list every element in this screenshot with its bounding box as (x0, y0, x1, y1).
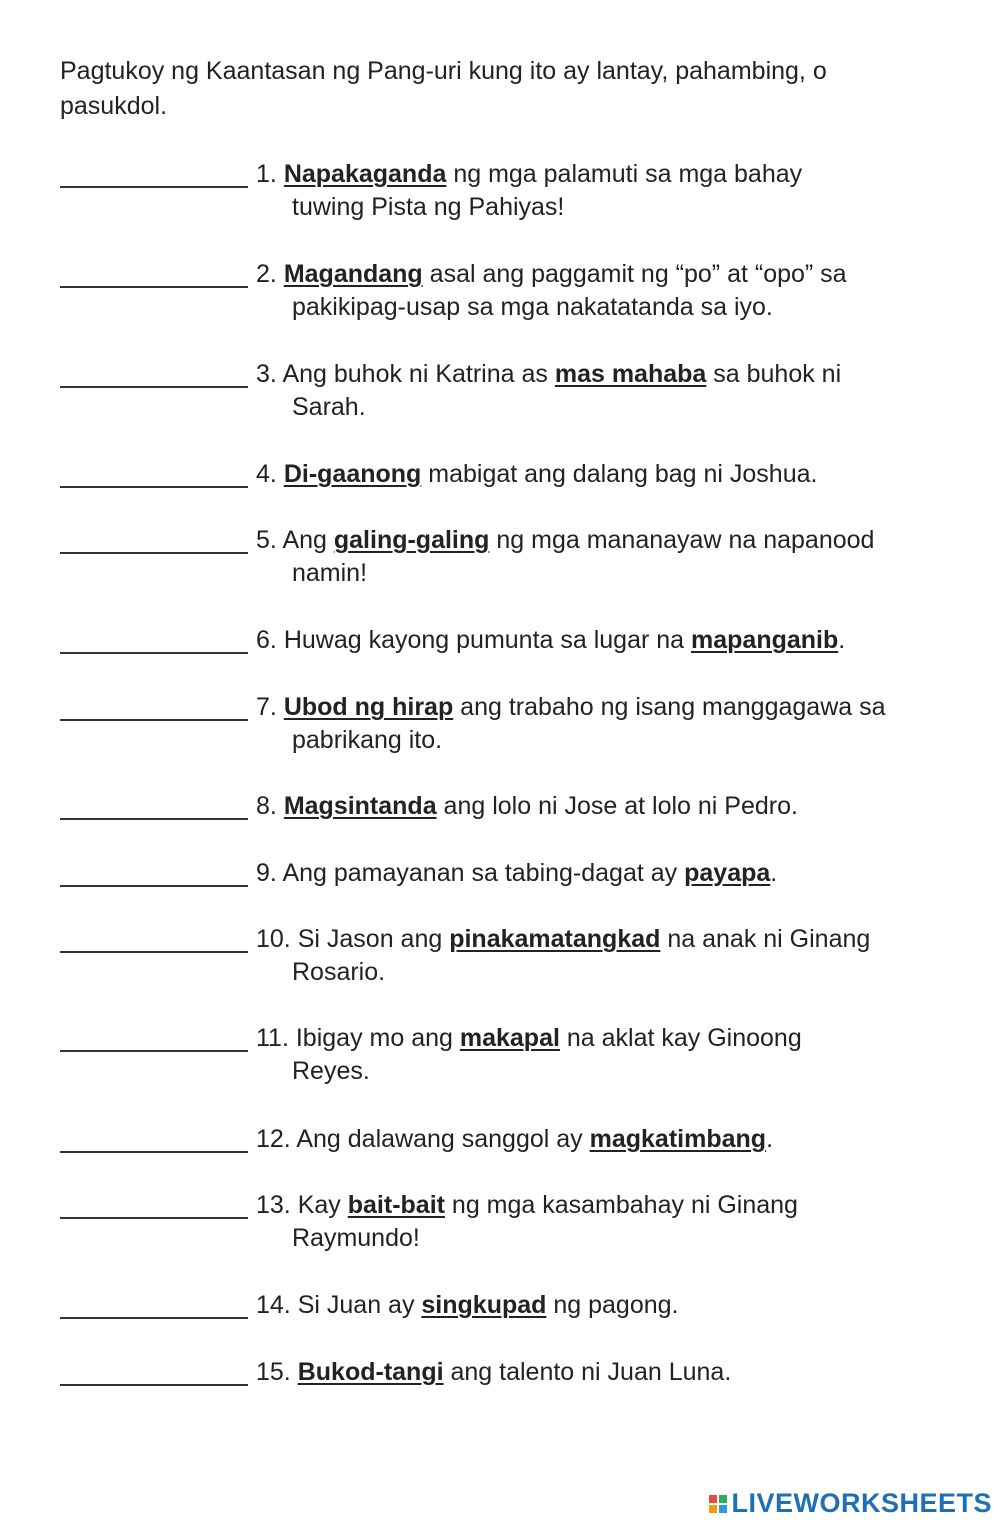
adjective-keyword: magkatimbang (589, 1125, 767, 1153)
question-text (256, 857, 956, 890)
adjective-keyword: payapa (684, 859, 771, 887)
question-post: ang trabaho ng isang manggagawa sa (453, 693, 886, 721)
question-number: 9. (256, 859, 277, 887)
adjective-keyword: bait-bait (347, 1191, 445, 1219)
question-number: 12. (256, 1125, 291, 1153)
logo-text: LIVEWORKSHEETS (731, 1488, 992, 1518)
question-post: . (770, 859, 778, 887)
question-pre: Ibigay mo ang (295, 1024, 460, 1052)
question-continuation: namin! (292, 559, 368, 587)
question-continuation: pakikipag-usap sa mga nakatatanda sa iyo. (292, 293, 773, 321)
question-number: 11. (256, 1024, 289, 1052)
question-number: 15. (256, 1358, 291, 1386)
adjective-keyword: mas mahaba (554, 360, 707, 388)
adjective-keyword: singkupad (421, 1291, 547, 1319)
question-post: ng mga mananayaw na napanood (489, 526, 875, 554)
question-text (256, 1189, 956, 1255)
question-post: ng mga kasambahay ni Ginang (444, 1191, 798, 1219)
question-pre: Huwag kayong pumunta sa lugar na (283, 626, 692, 654)
answer-blank[interactable] (60, 1317, 248, 1319)
question-number: 2. (256, 260, 277, 288)
answer-blank[interactable] (60, 286, 248, 288)
question-text (256, 691, 956, 757)
adjective-keyword: Bukod-tangi (297, 1358, 444, 1386)
question-number: 5. (256, 526, 277, 554)
liveworksheets-logo (709, 1488, 992, 1519)
answer-blank[interactable] (60, 1217, 248, 1219)
adjective-keyword: mapanganib (691, 626, 839, 654)
adjective-keyword: galing-galing (333, 526, 490, 554)
adjective-keyword: Magsintanda (283, 792, 437, 820)
answer-blank[interactable] (60, 1050, 248, 1052)
question-continuation: pabrikang ito. (292, 726, 443, 754)
answer-blank[interactable] (60, 552, 248, 554)
question-post: ng pagong. (546, 1291, 679, 1319)
question-text (256, 524, 956, 590)
answer-blank[interactable] (60, 186, 248, 188)
question-post: mabigat ang dalang bag ni Joshua. (421, 460, 818, 488)
question-text (256, 358, 956, 424)
question-continuation: Sarah. (292, 393, 366, 421)
question-continuation: Raymundo! (292, 1224, 420, 1252)
question-text (256, 458, 956, 491)
answer-blank[interactable] (60, 486, 248, 488)
question-post: . (838, 626, 846, 654)
adjective-keyword: makapal (459, 1024, 560, 1052)
question-text (256, 624, 956, 657)
question-text (256, 1356, 956, 1389)
question-number: 10. (256, 925, 291, 953)
question-text (256, 1022, 956, 1088)
question-number: 6. (256, 626, 277, 654)
answer-blank[interactable] (60, 818, 248, 820)
question-post: ang talento ni Juan Luna. (443, 1358, 732, 1386)
answer-blank[interactable] (60, 719, 248, 721)
answer-blank[interactable] (60, 1384, 248, 1386)
question-pre: Kay (297, 1191, 348, 1219)
answer-blank[interactable] (60, 885, 248, 887)
question-number: 7. (256, 693, 277, 721)
question-continuation: Reyes. (292, 1057, 370, 1085)
adjective-keyword: pinakamatangkad (449, 925, 661, 953)
answer-blank[interactable] (60, 386, 248, 388)
question-number: 8. (256, 792, 277, 820)
answer-blank[interactable] (60, 652, 248, 654)
question-pre: Si Jason ang (297, 925, 450, 953)
question-number: 13. (256, 1191, 291, 1219)
question-post: ng mga palamuti sa mga bahay (446, 160, 803, 188)
question-post: ang lolo ni Jose at lolo ni Pedro. (436, 792, 798, 820)
question-pre: Ang pamayanan sa tabing-dagat ay (282, 859, 685, 887)
question-number: 4. (256, 460, 277, 488)
logo-icon (709, 1495, 727, 1513)
question-continuation: tuwing Pista ng Pahiyas! (292, 193, 565, 221)
question-number: 3. (256, 360, 277, 388)
question-post: asal ang paggamit ng “po” at “opo” sa (422, 260, 847, 288)
adjective-keyword: Napakaganda (283, 160, 447, 188)
instructions: Pagtukoy ng Kaantasan ng Pang-uri kung ito ay lantay, pahambing, o pasukdol. (60, 57, 827, 120)
question-post: sa buhok ni (706, 360, 842, 388)
question-pre: Ang dalawang sanggol ay (296, 1125, 590, 1153)
question-text (256, 258, 956, 324)
question-text (256, 923, 956, 989)
question-post: na anak ni Ginang (660, 925, 871, 953)
question-pre: Ang (282, 526, 334, 554)
question-number: 1. (256, 160, 277, 188)
question-pre: Si Juan ay (297, 1291, 422, 1319)
question-post: . (766, 1125, 774, 1153)
answer-blank[interactable] (60, 1151, 248, 1153)
question-post: na aklat kay Ginoong (559, 1024, 802, 1052)
adjective-keyword: Ubod ng hirap (283, 693, 454, 721)
question-number: 14. (256, 1291, 291, 1319)
question-text (256, 1123, 956, 1156)
adjective-keyword: Magandang (283, 260, 423, 288)
question-continuation: Rosario. (292, 958, 386, 986)
adjective-keyword: Di-gaanong (283, 460, 422, 488)
question-text (256, 158, 956, 224)
question-pre: Ang buhok ni Katrina as (282, 360, 555, 388)
question-text (256, 790, 956, 823)
question-text (256, 1289, 956, 1322)
answer-blank[interactable] (60, 951, 248, 953)
